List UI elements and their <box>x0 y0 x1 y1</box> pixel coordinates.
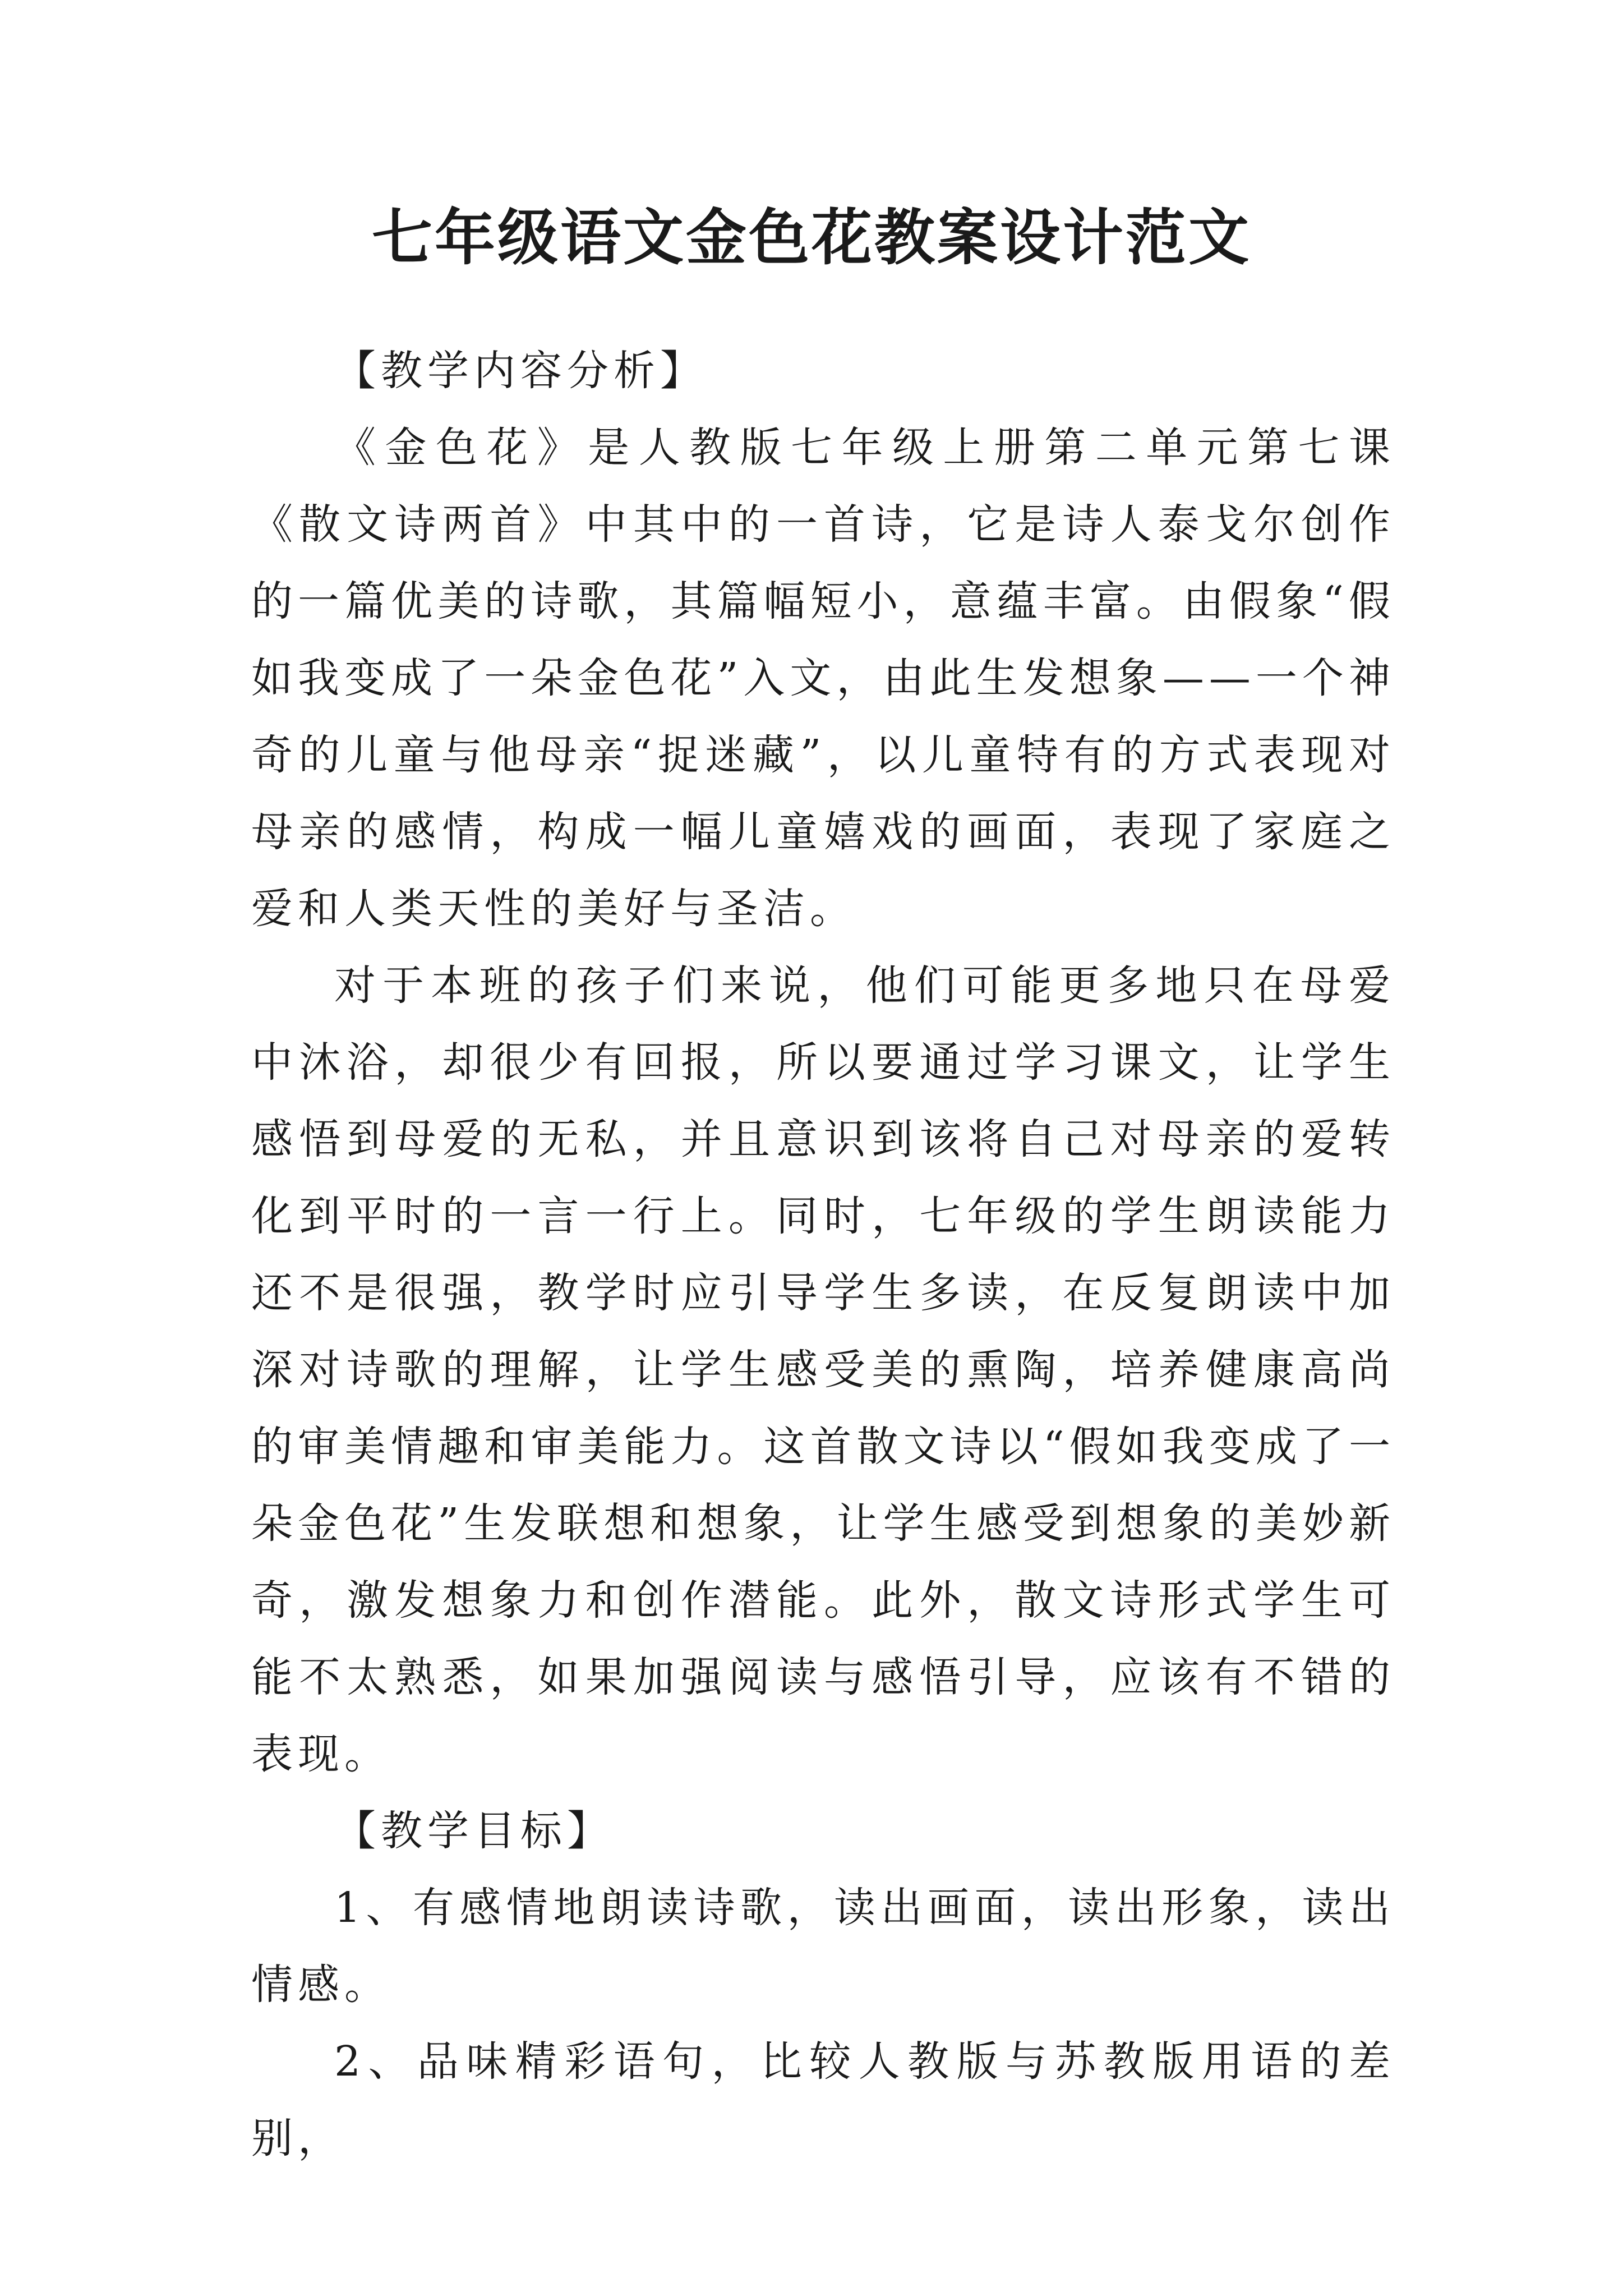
section-heading-objectives: 【教学目标】 <box>334 1807 614 1855</box>
objective-item-2: 2、品味精彩语句，比较人教版与苏教版用语的差别， <box>251 2037 1395 2162</box>
document-body <box>251 333 1395 2177</box>
objective-item-1: 1、有感情地朗读诗歌，读出画面，读出形象，读出情感。 <box>251 1884 1395 2009</box>
section-heading-content-analysis: 【教学内容分析】 <box>334 347 707 395</box>
paragraph-class-analysis: 对于本班的孩子们来说，他们可能更多地只在母爱中沐浴，却很少有回报，所以要通过学习课文，让学生感悟到母爱的无私，并且意识到该将自己对母亲的爱转化到平时的一言一行上。同时，七年级的学生朗读能力还不是很强，教学时应引导学生多读，在反复朗读中加深对诗歌的理解，让学生感受美的熏陶，培养健康高尚的审美情趣和审美能力。这首散文诗以“假如我变成了一朵金色花”生发联想和想象，让学生感受到想象的美妙新奇，激发想象力和创作潜能。此外，散文诗形式学生可能不太熟悉，如果加强阅读与感悟引导，应该有不错的表现。 <box>251 961 1395 1778</box>
document-title: 七年级语文金色花教案设计范文 <box>371 203 1251 273</box>
paragraph-content-analysis: 《金色花》是人教版七年级上册第二单元第七课《散文诗两首》中其中的一首诗，它是诗人泰戈尔创作的一篇优美的诗歌，其篇幅短小，意蕴丰富。由假象“假如我变成了一朵金色花”入文，由此生发想象——一个神奇的儿童与他母亲“捉迷藏”，以儿童特有的方式表现对母亲的感情，构成一幅儿童嬉戏的画面，表现了家庭之爱和人类天性的美好与圣洁。 <box>251 424 1395 933</box>
